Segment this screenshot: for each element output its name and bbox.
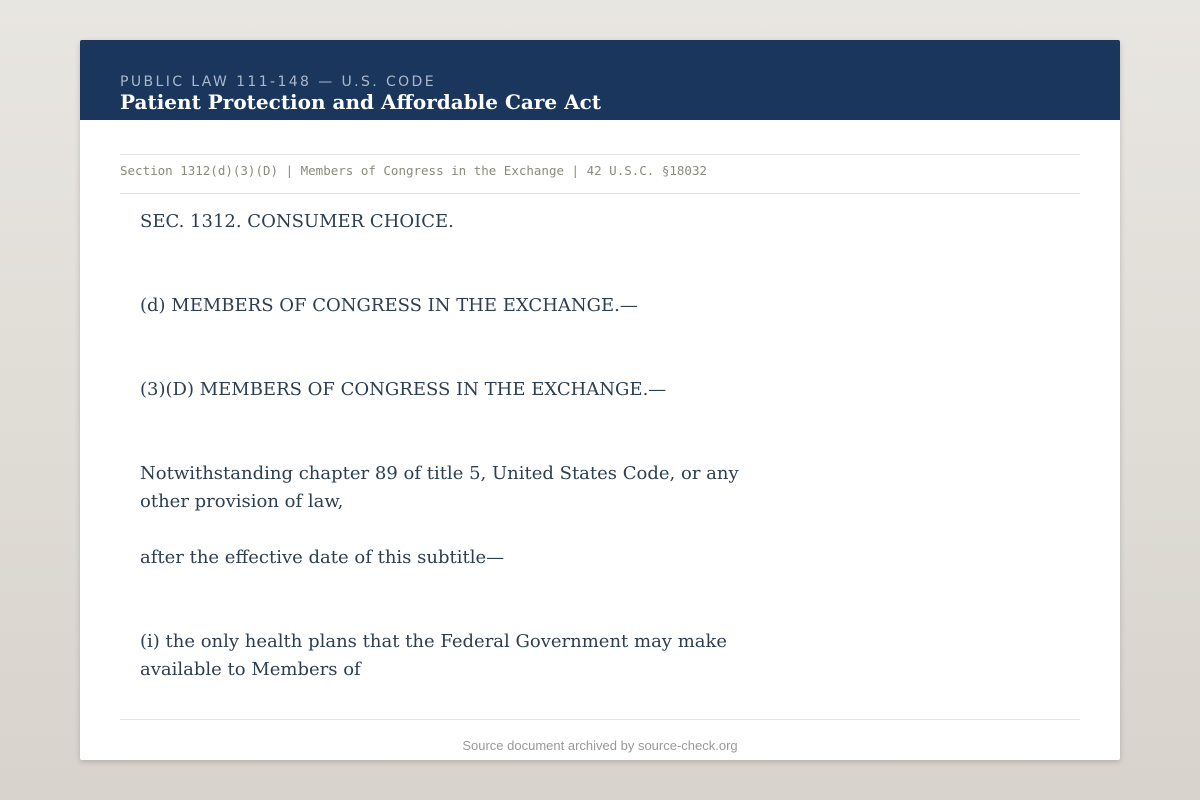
document-title: Patient Protection and Affordable Care Act [120,90,602,114]
citation-text: Section 1312(d)(3)(D) | Members of Congress in the Exchange | 42 U.S.C. §18032 [120,163,707,178]
clause-intro: Notwithstanding chapter 89 of title 5, United States Code, or any other provision of law, [140,463,739,512]
document-card [80,40,1120,760]
subsection-heading: (d) MEMBERS OF CONGRESS IN THE EXCHANGE.— [140,295,638,316]
source-note: Source document archived by source-check.org [462,738,738,753]
public-law-eyebrow: PUBLIC LAW 111-148 — U.S. CODE [120,74,436,90]
clause-timing: after the effective date of this subtitle— [140,547,505,568]
footer-divider [120,719,1080,720]
section-heading: SEC. 1312. CONSUMER CHOICE. [140,211,454,232]
clause-i: (i) the only health plans that the Federal Government may make available to Members of [140,631,728,680]
citation-bar [120,154,1080,194]
document-header [80,40,1120,120]
paragraph-heading: (3)(D) MEMBERS OF CONGRESS IN THE EXCHANGE.— [140,379,667,400]
